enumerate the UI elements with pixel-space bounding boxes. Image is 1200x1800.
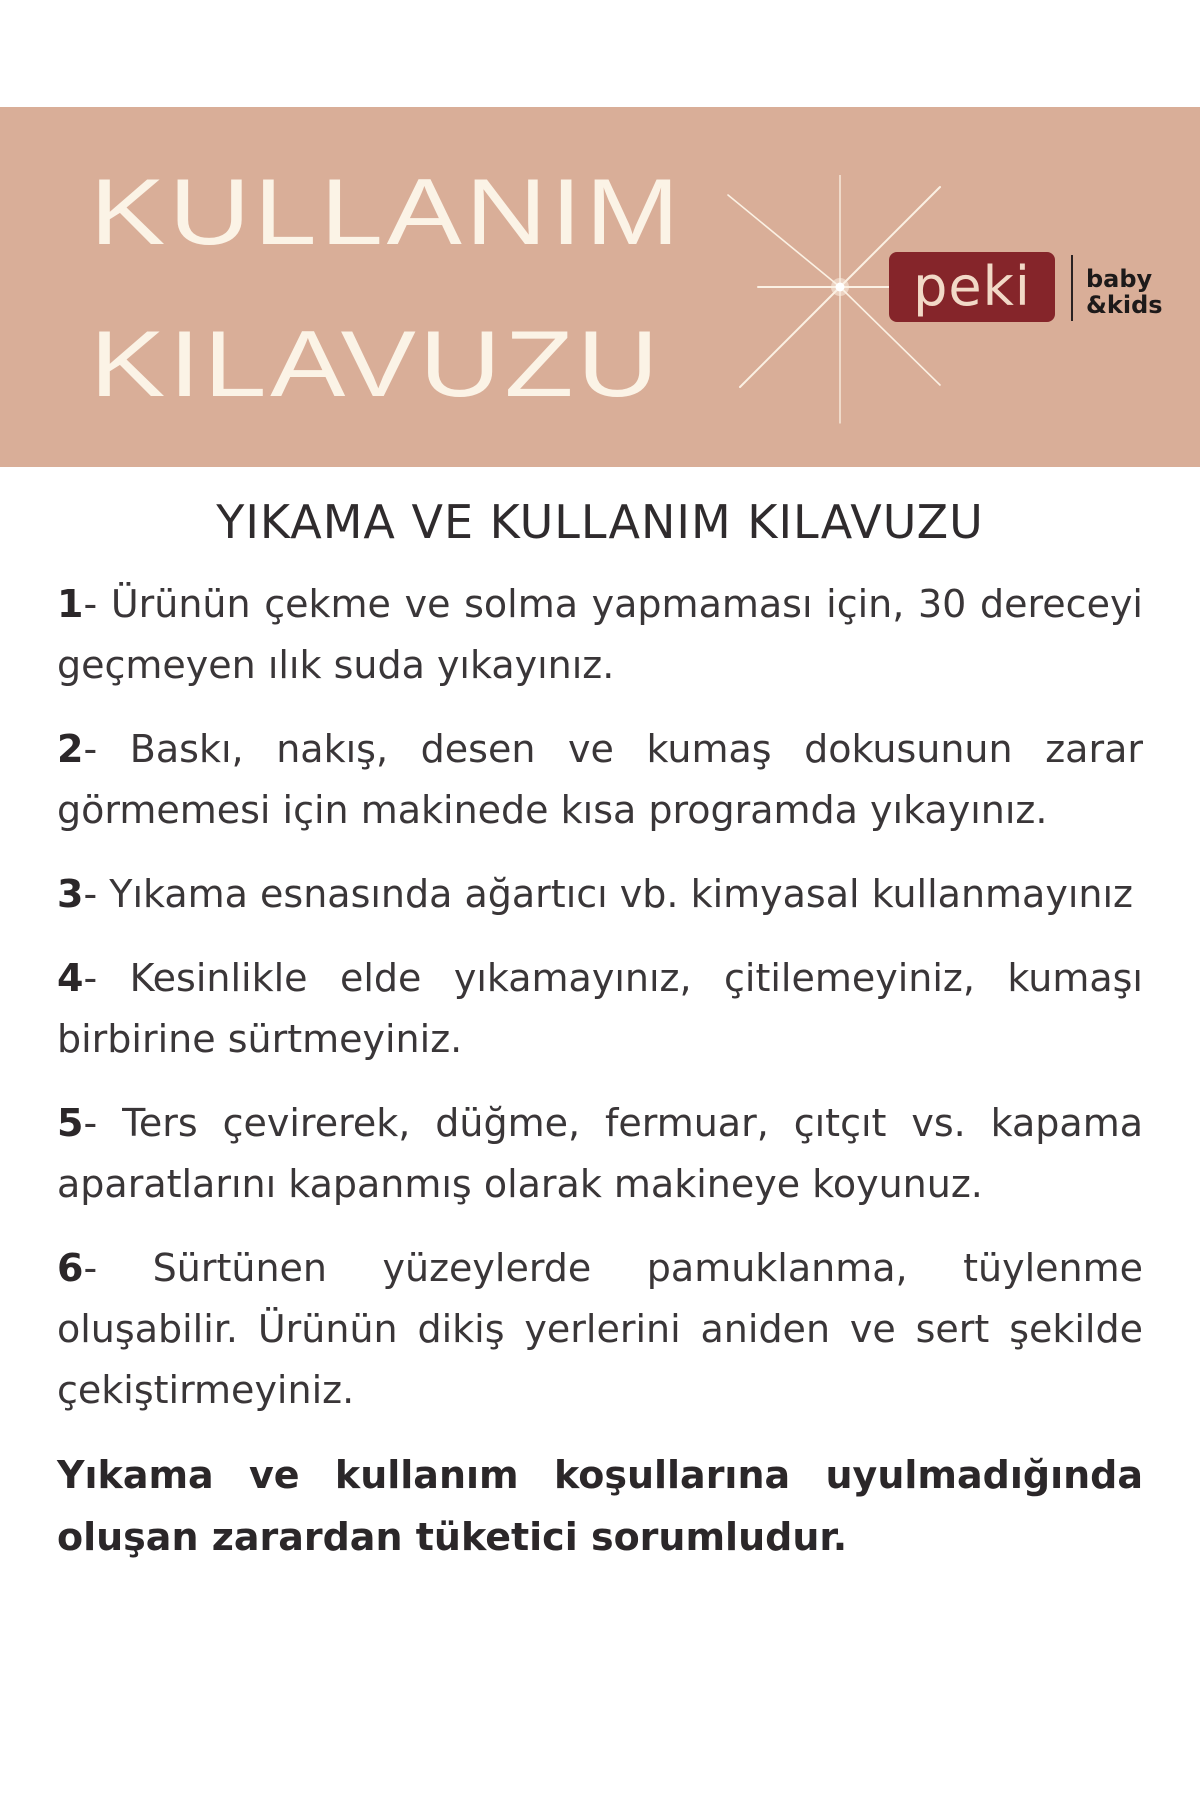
item-text: - Ürünün çekme ve solma yapmaması için, 30 dereceyi geçmeyen ılık suda yıkayınız.	[57, 582, 1143, 687]
instruction-item-6	[57, 1238, 1143, 1421]
disclaimer-note: Yıkama ve kullanım koşullarına uyulmadığında oluşan zarardan tüketici sorumludur.	[57, 1453, 1143, 1559]
brand-logo: peki	[889, 252, 1055, 322]
item-text: - Baskı, nakış, desen ve kumaş dokusunun zarar görmemesi için makinede kısa programda yıkayınız.	[57, 727, 1143, 832]
item-number: 6	[57, 1246, 84, 1290]
item-number: 2	[57, 727, 84, 771]
brand-sub-line2: &kids	[1086, 291, 1163, 319]
instruction-item-4	[57, 948, 1143, 1070]
item-text: - Sürtünen yüzeylerde pamuklanma, tüylenme oluşabilir. Ürünün dikiş yerlerini aniden ve sert şekilde çekiştirmeyiniz.	[57, 1246, 1143, 1412]
banner-title-line2: KILAVUZU	[90, 311, 663, 416]
item-number: 4	[57, 956, 84, 1000]
instructions-content	[57, 490, 1143, 1568]
instruction-item-3	[57, 864, 1143, 925]
item-text: - Kesinlikle elde yıkamayınız, çitilemeyiniz, kumaşı birbirine sürtmeyiniz.	[57, 956, 1143, 1061]
instruction-item-5	[57, 1093, 1143, 1215]
page-title: YIKAMA VE KULLANIM KILAVUZU	[216, 495, 984, 549]
item-text: - Ters çevirerek, düğme, fermuar, çıtçıt vs. kapama aparatlarını kapanmış olarak makineye koyunuz.	[57, 1101, 1143, 1206]
brand-sub-line1: baby	[1086, 265, 1153, 293]
header-banner	[0, 107, 1200, 467]
logo-divider	[1071, 255, 1073, 321]
item-number: 1	[57, 582, 84, 626]
item-text: - Yıkama esnasında ağartıcı vb. kimyasal kullanmayınız	[83, 872, 1133, 916]
instruction-item-1	[57, 574, 1143, 696]
banner-title-line1: KULLANIM	[90, 159, 683, 264]
instruction-item-2	[57, 719, 1143, 841]
item-number: 3	[57, 872, 84, 916]
item-number: 5	[57, 1101, 84, 1145]
